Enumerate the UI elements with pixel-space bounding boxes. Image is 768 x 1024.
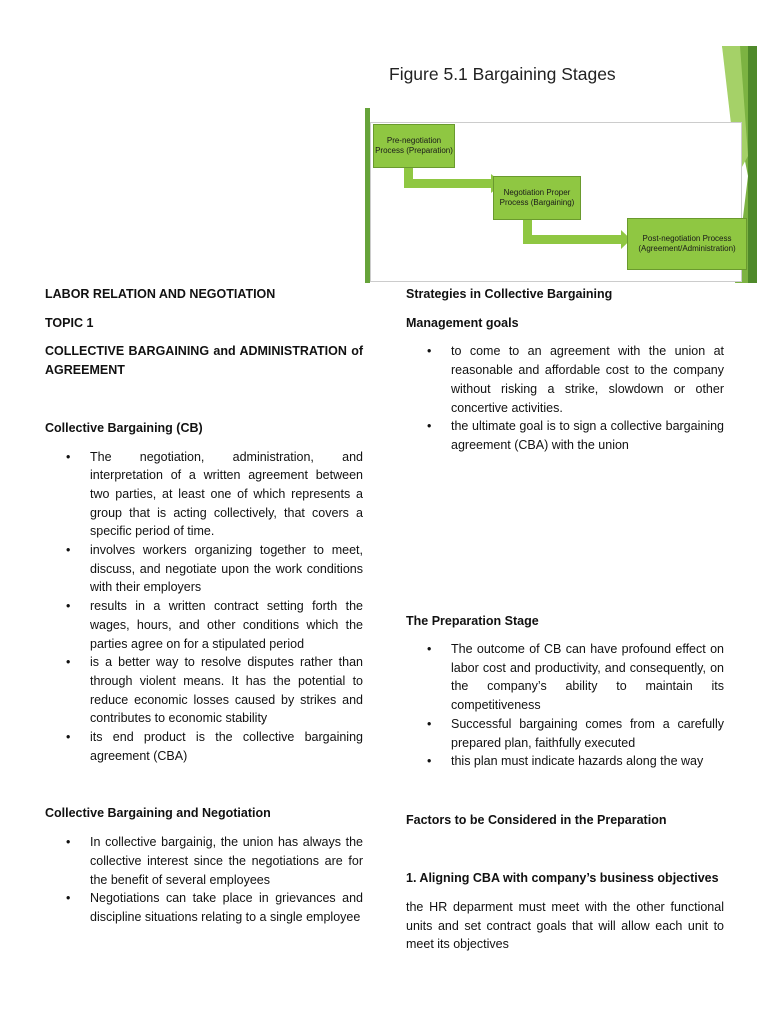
preparation-list — [406, 640, 724, 771]
stage-pre-negotiation: Pre-negotiation Process (Preparation) — [373, 124, 455, 168]
cb-list — [45, 448, 363, 766]
topic-label: TOPIC 1 — [45, 315, 94, 330]
course-title: LABOR RELATION AND NEGOTIATION — [45, 287, 276, 301]
subheading-management-goals: Management goals — [406, 315, 519, 330]
stage-negotiation-proper: Negotiation Proper Process (Bargaining) — [493, 176, 581, 220]
right-column — [406, 285, 724, 952]
list-item: • involves workers organizing together to meet, discuss, and negotiate upon the work conditions with their employers — [45, 541, 363, 597]
list-item: • is a better way to resolve disputes rather than through violent means. It has the potential to reduce economic losses caused by strikes and contributes to economic stability — [45, 653, 363, 728]
list-item: • The outcome of CB can have profound effect on labor cost and productivity, and consequently, on the company’s ability to maintain its competitiveness — [406, 640, 724, 715]
list-item: • The negotiation, administration, and interpretation of a written agreement between two parties, at least one of which represents a group that is acting collectively, that covers a specific period of time. — [45, 448, 363, 542]
left-column — [45, 285, 363, 927]
section-heading-factors: Factors to be Considered in the Preparation — [406, 813, 667, 827]
section-heading-preparation: The Preparation Stage — [406, 614, 539, 628]
section-heading-cbn: Collective Bargaining and Negotiation — [45, 806, 271, 821]
aligning-cba-text: the HR deparment must meet with the other functional units and set contract goals that will allow each unit to meet its objectives — [406, 900, 724, 952]
list-item: • results in a written contract setting forth the wages, hours, and other conditions which the parties agree on for a stipulated period — [45, 597, 363, 653]
list-item: • its end product is the collective bargaining agreement (CBA) — [45, 728, 363, 765]
topic-title: COLLECTIVE BARGAINING and ADMINISTRATION of AGREEMENT — [45, 344, 363, 378]
list-item: • to come to an agreement with the union at reasonable and affordable cost to the company without risking a strike, slowdown or other concertive activities. — [406, 342, 724, 417]
management-goals-list — [406, 342, 724, 454]
bargaining-stages-figure — [365, 46, 757, 283]
list-item: • Negotiations can take place in grievances and discipline situations relating to a single employee — [45, 889, 363, 926]
subheading-aligning-cba: 1. Aligning CBA with company’s business objectives — [406, 871, 719, 885]
section-heading-cb: Collective Bargaining (CB) — [45, 420, 203, 435]
list-item: • In collective bargainig, the union has always the collective interest since the negotiations are for the benefit of several employees — [45, 833, 363, 889]
list-item: • this plan must indicate hazards along the way — [406, 752, 724, 771]
stage-post-negotiation: Post-negotiation Process (Agreement/Administration) — [627, 218, 747, 270]
list-item: • the ultimate goal is to sign a collective bargaining agreement (CBA) with the union — [406, 417, 724, 454]
cbn-list — [45, 833, 363, 927]
figure-title: Figure 5.1 Bargaining Stages — [389, 64, 616, 84]
list-item: • Successful bargaining comes from a carefully prepared plan, faithfully executed — [406, 715, 724, 752]
section-heading-strategies: Strategies in Collective Bargaining — [406, 287, 613, 301]
